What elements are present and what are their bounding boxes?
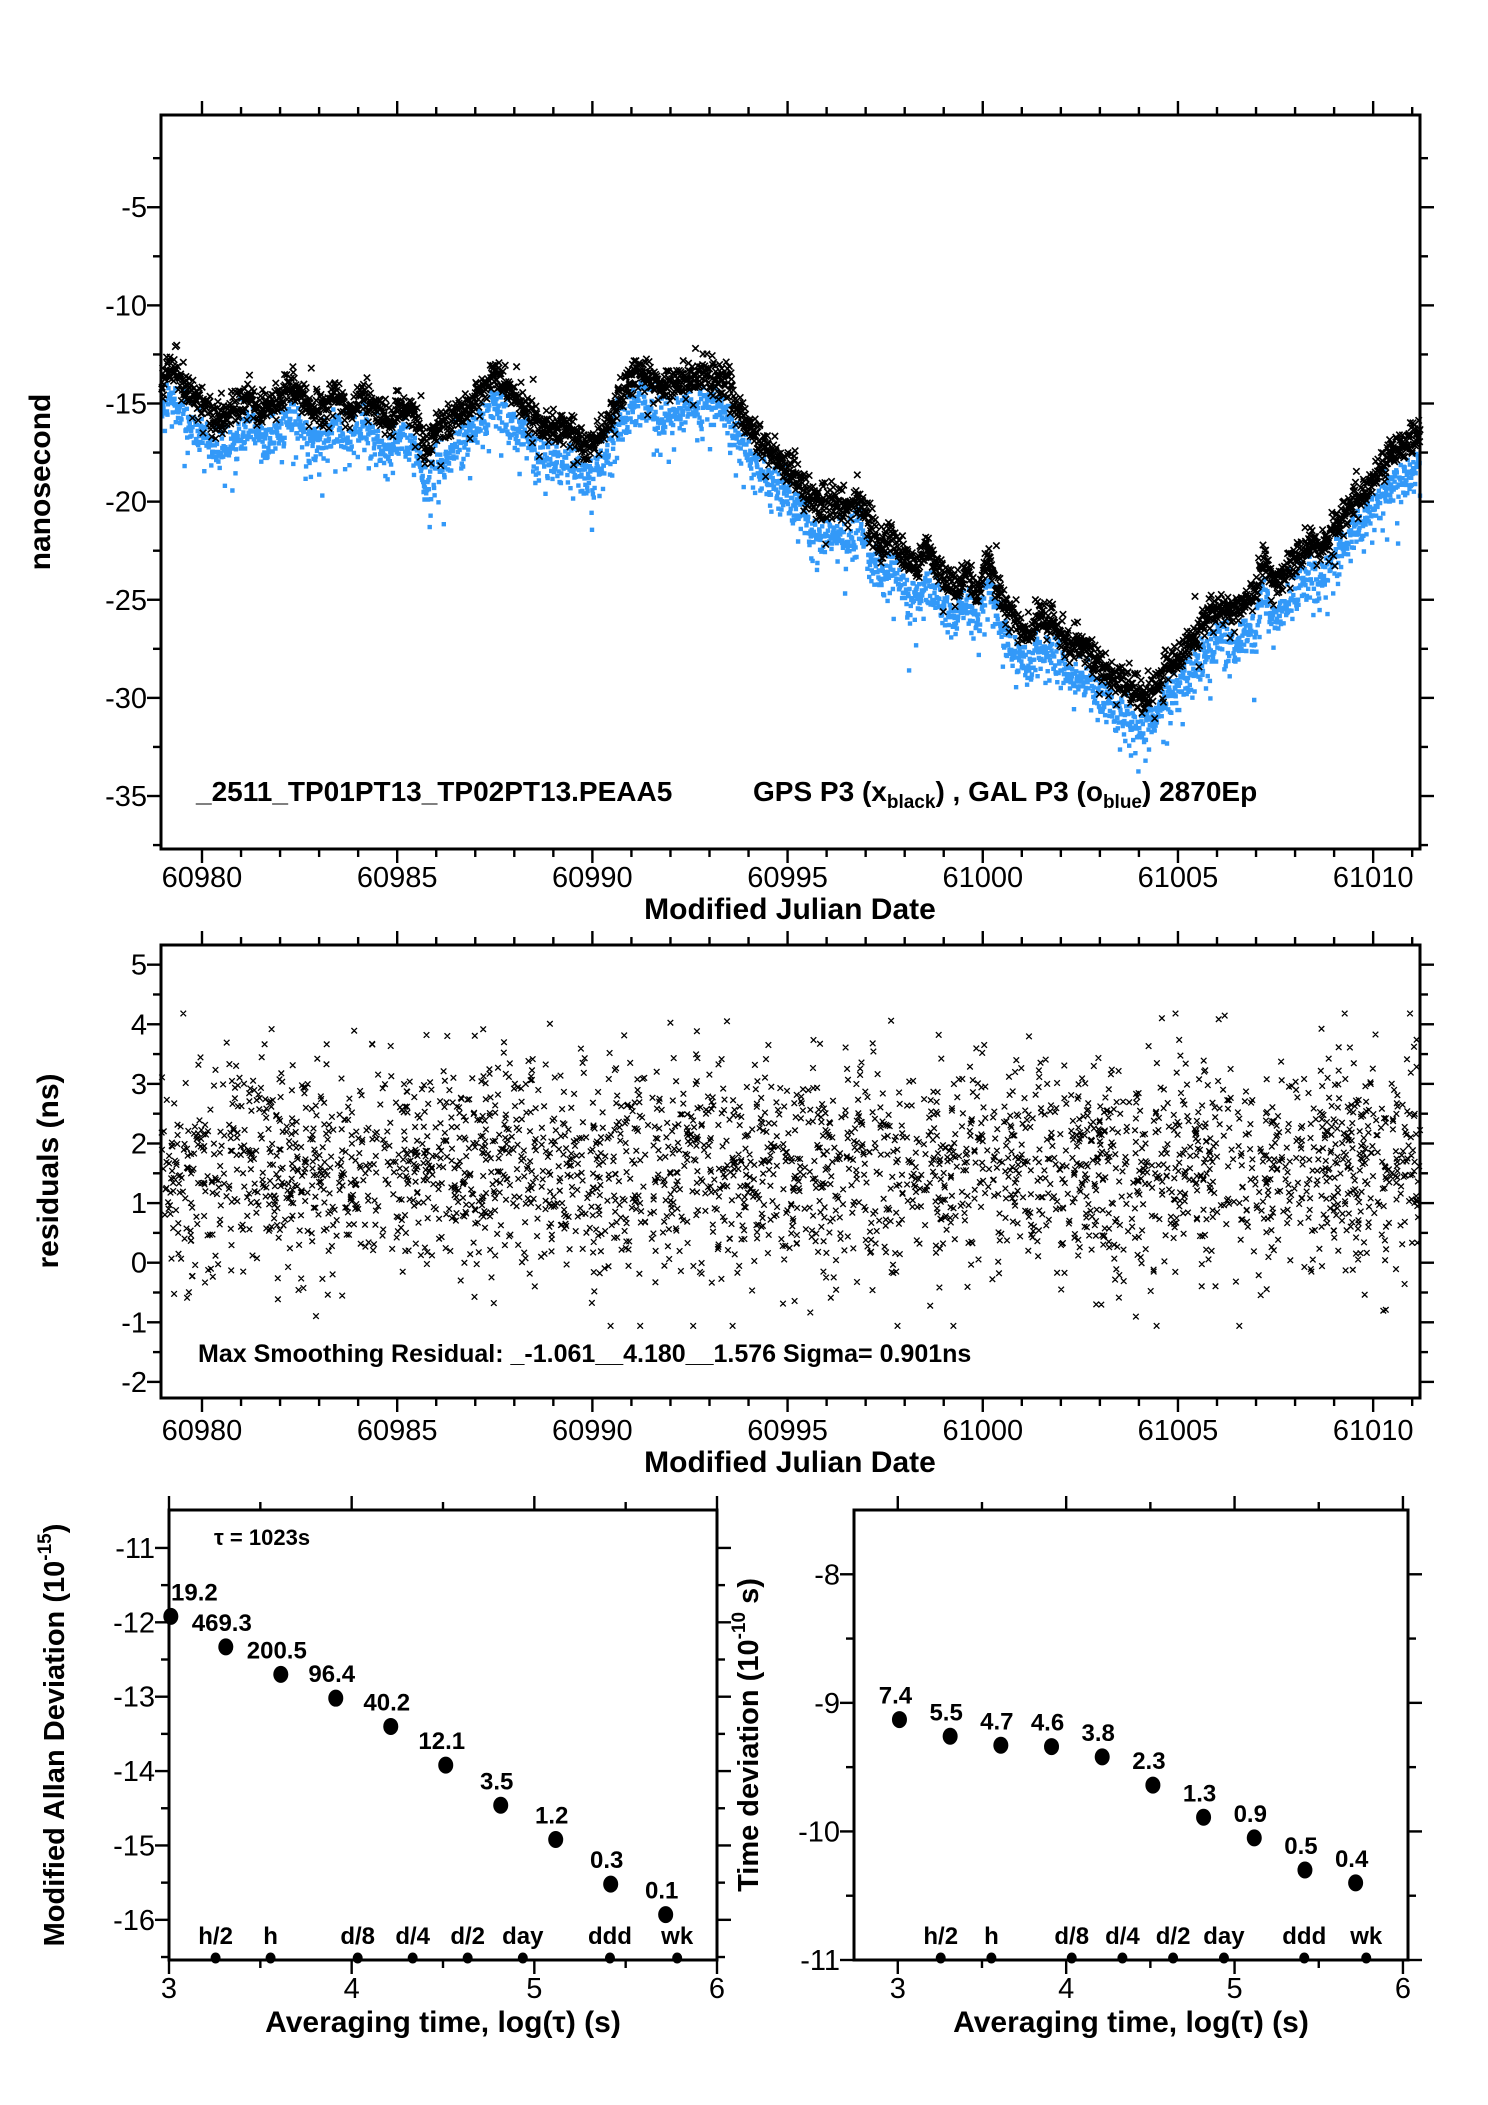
deviation-point [273,1666,288,1683]
legend-part: GPS P3 (x [753,776,887,807]
x-tick-label: 60985 [356,1415,438,1447]
x-tick-label: 6 [708,1973,726,2005]
x-axis-title: Modified Julian Date [644,893,936,926]
x-axis-title: Averaging time, log(τ) (s) [265,2006,621,2039]
y-tick-label: 3 [130,1068,147,1101]
y-axis-title: residuals (ns) [32,1073,65,1269]
time-unit-dot [518,1953,528,1964]
y-axis-title: nanosecond [24,393,57,571]
x-tick-label: 60995 [747,862,828,894]
x-tick-label: 60990 [552,862,633,894]
deviation-point-label: 19.2 [171,1579,218,1607]
y-tick-label: -2 [121,1366,147,1399]
legend-subscript: black [886,792,936,813]
time-unit-dot [408,1953,418,1964]
legend-subscript: blue [1102,792,1142,813]
y-tick-label: -10 [798,1816,840,1849]
y-tick-label: -10 [105,290,147,323]
tdev-panel [729,1496,1422,2039]
time-unit-dot [986,1953,996,1964]
y-axis-title-part: s) [733,1578,765,1612]
x-axis-title: Averaging time, log(τ) (s) [953,2006,1309,2039]
y-tick-label: -12 [113,1607,155,1640]
y-tick-label: 5 [130,949,147,982]
y-tick-label: -15 [113,1830,155,1863]
deviation-point-label: 0.9 [1233,1800,1267,1828]
y-tick-label: -25 [105,584,147,617]
time-unit-dot [936,1953,946,1964]
deviation-point [1044,1738,1059,1755]
deviation-point-label: 40.2 [363,1689,411,1717]
deviation-point [603,1876,618,1893]
y-tick-label: -5 [121,192,147,225]
y-tick-label: -11 [800,1945,840,1977]
time-unit-dot [1219,1953,1229,1964]
plot-title: _2511_TP01PT13_TP02PT13.PEAA5 [196,776,673,807]
time-unit-dot [1117,1953,1127,1964]
y-tick-label: 1 [130,1188,147,1221]
deviation-point [438,1757,453,1774]
deviation-point-label: 2.3 [1132,1748,1166,1776]
x-tick-label: 3 [160,1973,178,2005]
time-unit-label: day [1203,1923,1245,1950]
y-tick-label: -8 [814,1559,840,1592]
deviation-point [383,1718,398,1735]
time-unit-label: d/4 [1105,1923,1140,1950]
y-tick-label: -30 [105,682,147,715]
deviation-point-label: 3.8 [1081,1719,1115,1747]
deviation-point-label: 3.5 [480,1768,514,1796]
deviation-point [892,1711,907,1728]
deviation-point-label: 200.5 [246,1637,307,1665]
time-unit-dot [353,1953,363,1964]
y-tick-label: -20 [105,486,147,519]
x-tick-label: 60990 [552,1415,633,1447]
time-unit-label: d/8 [1054,1923,1090,1950]
deviation-point-label: 0.4 [1334,1845,1369,1873]
x-tick-label: 4 [343,1973,360,2005]
deviation-point [1348,1874,1363,1891]
top-panel [24,101,1434,926]
deviation-point-label: 7.4 [878,1682,913,1710]
x-tick-label: 61010 [1332,862,1414,894]
deviation-point-label: 4.6 [1030,1709,1065,1737]
time-unit-label: day [502,1923,544,1950]
y-tick-label: 4 [130,1009,147,1042]
deviation-point [658,1906,673,1923]
x-tick-label: 61005 [1137,1415,1219,1447]
x-tick-label: 6 [1394,1973,1412,2005]
plot-frame [161,945,1420,1398]
deviation-point [1145,1777,1160,1794]
y-axis-title-superscript: -15 [35,1533,56,1561]
time-unit-dot [672,1953,682,1964]
time-unit-dot [266,1953,276,1964]
time-unit-dot [1168,1953,1178,1964]
deviation-point-label: 4.7 [980,1708,1014,1736]
deviation-point [328,1690,343,1707]
residual-annotation: Max Smoothing Residual: _-1.061__4.180__1.576 Sigma= 0.901ns [198,1340,972,1368]
deviation-point [218,1638,233,1655]
x-tick-label: 60985 [356,862,438,894]
x-tick-label: 60995 [747,1415,828,1447]
deviation-point-label: 0.3 [590,1847,624,1875]
gps-scatter [159,342,1424,722]
time-unit-dot [1361,1953,1371,1964]
time-unit-dot [1299,1953,1309,1964]
time-unit-label: h/2 [923,1923,959,1950]
y-tick-label: -35 [105,781,147,814]
time-unit-dot [211,1953,221,1964]
y-axis-title-part: ) [39,1523,71,1534]
y-tick-label: -15 [105,388,147,421]
time-unit-label: wk [661,1923,694,1950]
plot-frame [854,1510,1408,1960]
x-axis-title: Modified Julian Date [644,1446,936,1479]
x-tick-label: 61000 [942,862,1024,894]
deviation-point [163,1608,178,1625]
legend-part: ) , GAL P3 (o [935,776,1103,807]
x-tick-label: 60980 [161,1415,243,1447]
y-axis-title-part: Time deviation (10 [733,1639,765,1892]
x-tick-label: 61005 [1137,862,1219,894]
time-unit-label: wk [1350,1923,1383,1950]
legend-text [753,776,1257,813]
deviation-point-label: 0.5 [1284,1833,1318,1860]
deviation-point-label: 96.4 [308,1661,356,1689]
time-unit-label: h [984,1923,999,1950]
time-unit-label: ddd [587,1923,632,1950]
time-unit-dot [1067,1953,1077,1964]
y-axis-title [729,1578,765,1892]
y-tick-label: -16 [113,1904,155,1937]
y-tick-label: -14 [113,1756,155,1789]
y-tick-label: -13 [113,1681,155,1714]
x-tick-label: 61000 [942,1415,1024,1447]
deviation-point-label: 12.1 [418,1728,466,1756]
time-unit-dot [605,1953,615,1964]
deviation-point-label: 5.5 [929,1699,963,1727]
time-unit-label: d/4 [395,1923,431,1950]
x-tick-label: 5 [526,1973,543,2005]
deviation-point [1196,1809,1211,1826]
deviation-point-label: 1.2 [535,1802,569,1830]
time-unit-label: h/2 [198,1923,233,1950]
deviation-point [493,1797,508,1814]
tau-annotation: τ = 1023s [214,1525,311,1550]
y-axis-title-superscript: -10 [729,1611,750,1640]
residual-scatter [159,1011,1423,1329]
time-unit-label: d/2 [450,1923,486,1950]
deviation-point-label: 0.1 [644,1877,679,1905]
time-unit-label: d/2 [1155,1923,1191,1950]
y-tick-label: -9 [814,1687,840,1720]
y-tick-label: -1 [121,1307,147,1340]
deviation-point-label: 1.3 [1182,1780,1217,1808]
time-unit-label: d/8 [340,1923,376,1950]
y-axis-title-part: Modified Allan Deviation (10 [39,1560,71,1947]
y-tick-label: -11 [115,1532,155,1565]
y-tick-label: 2 [130,1128,147,1161]
deviation-point-label: 469.3 [191,1609,252,1637]
deviation-point [1297,1862,1312,1879]
time-unit-label: ddd [1282,1923,1327,1950]
mdev-panel [35,1496,731,2039]
deviation-point [943,1728,958,1745]
axis-ticks [840,1496,1422,1974]
y-axis-title [35,1524,71,1947]
time-unit-label: h [263,1923,278,1950]
deviation-point [1247,1829,1262,1846]
deviation-point [993,1737,1008,1754]
gal-scatter [160,378,1423,772]
time-unit-dot [463,1953,473,1964]
x-tick-label: 3 [889,1973,906,2005]
residuals-panel [32,931,1434,1479]
x-tick-label: 4 [1058,1973,1075,2005]
deviation-point [1095,1748,1110,1765]
x-tick-label: 61010 [1332,1415,1414,1447]
deviation-point [548,1831,563,1848]
y-tick-label: 0 [130,1247,147,1280]
legend-part: ) 2870Ep [1142,776,1258,807]
x-tick-label: 5 [1226,1973,1243,2005]
x-tick-label: 60980 [161,862,243,894]
